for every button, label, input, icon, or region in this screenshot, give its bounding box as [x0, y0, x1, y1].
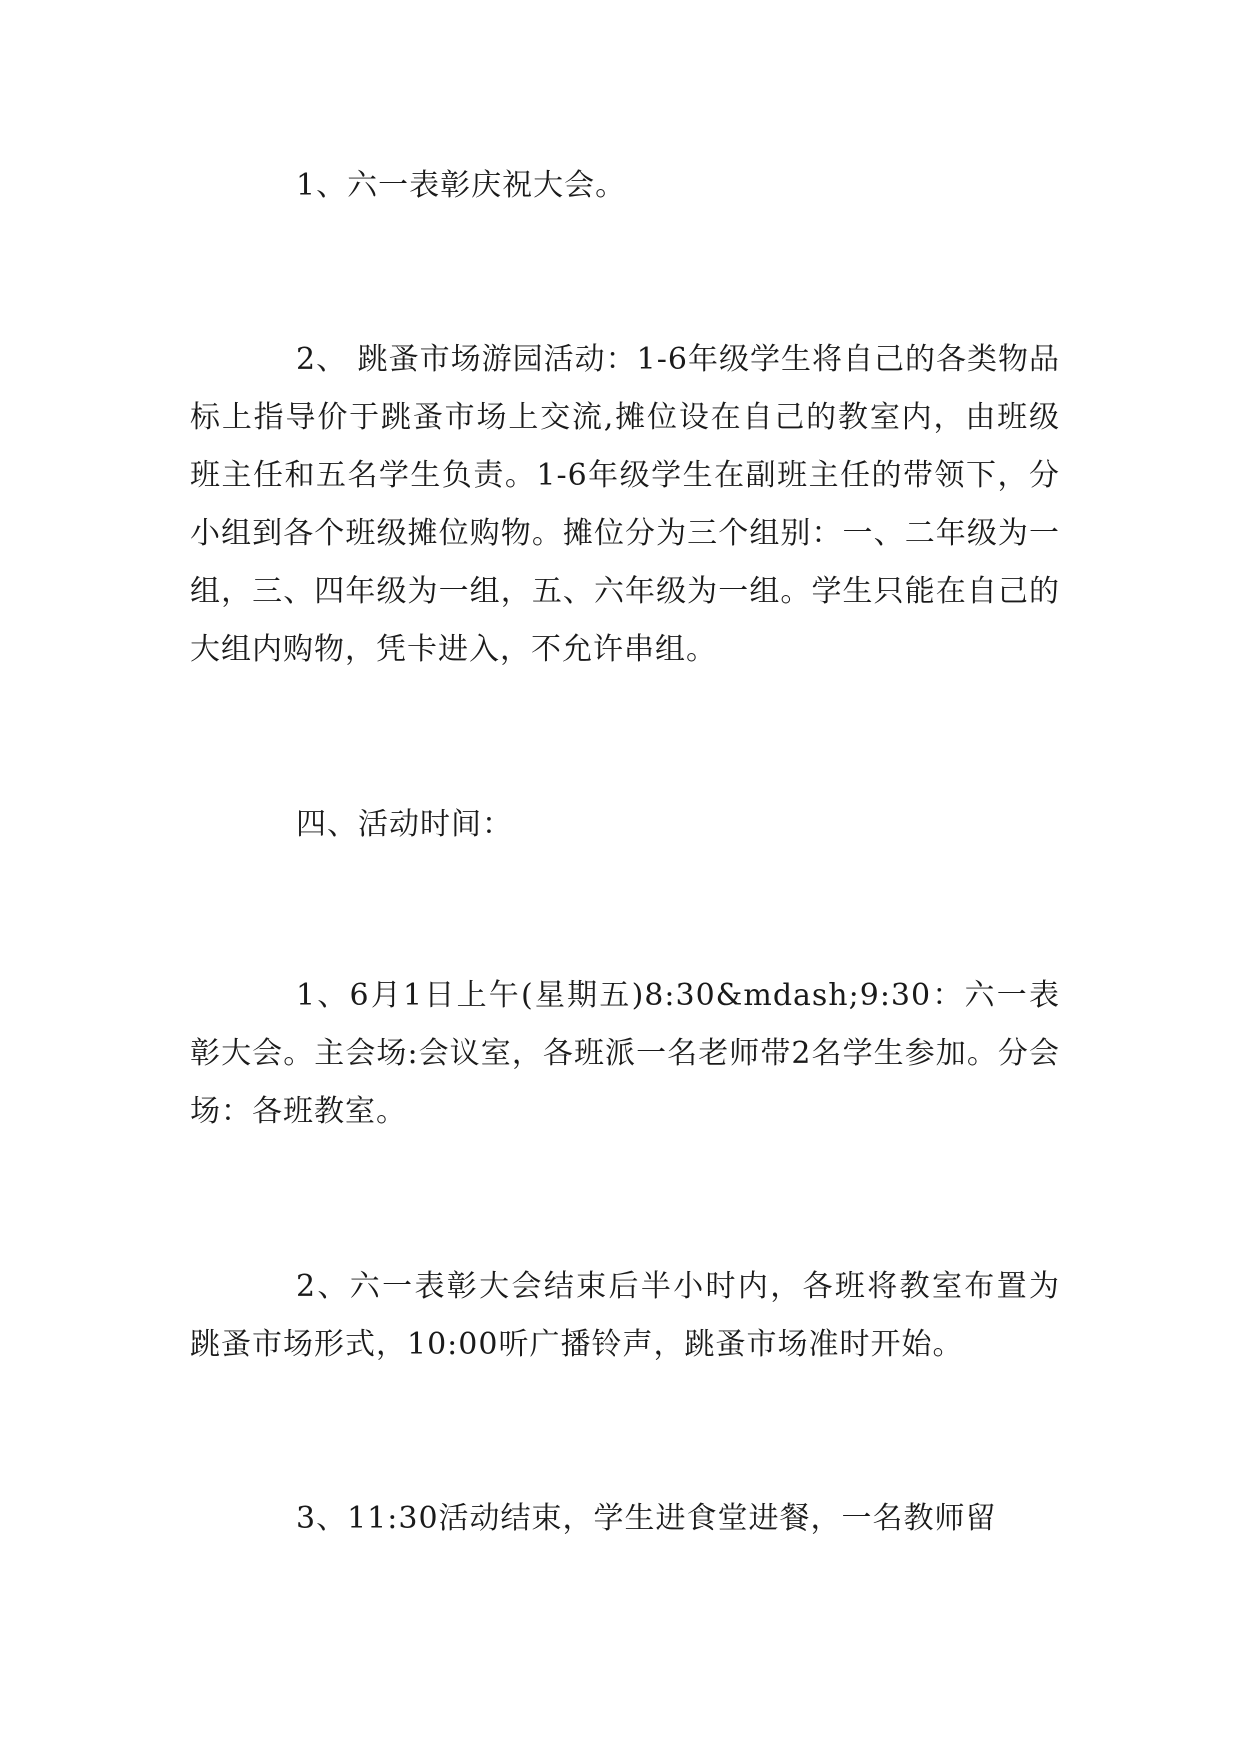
paragraph-time-1: 1、6月1日上午(星期五)8:30&mdash;9:30：六一表彰大会。主会场:会议室，各班派一名老师带2名学生参加。分会场：各班教室。: [190, 978, 1060, 1129]
paragraph-time-3: 3、11:30活动结束，学生进食堂进餐，一名教师留: [296, 1501, 997, 1536]
paragraph-time-2: 2、六一表彰大会结束后半小时内，各班将教室布置为跳蚤市场形式，10:00听广播铃声，跳蚤市场准时开始。: [190, 1269, 1060, 1362]
paragraph-item-1: 1、六一表彰庆祝大会。: [296, 168, 627, 203]
paragraph-item-2: 2、 跳蚤市场游园活动：1-6年级学生将自己的各类物品标上指导价于跳蚤市场上交流,摊位设在自己的教室内，由班级班主任和五名学生负责。1-6年级学生在副班主任的带领下，分小组到各个班级摊位购物。摊位分为三个组别：一、二年级为一组，三、四年级为一组，五、六年级为一组。学生只能在自己的大组内购物，凭卡进入，不允许串组。: [190, 342, 1060, 667]
section-heading-activity-time: 四、活动时间：: [296, 807, 513, 842]
